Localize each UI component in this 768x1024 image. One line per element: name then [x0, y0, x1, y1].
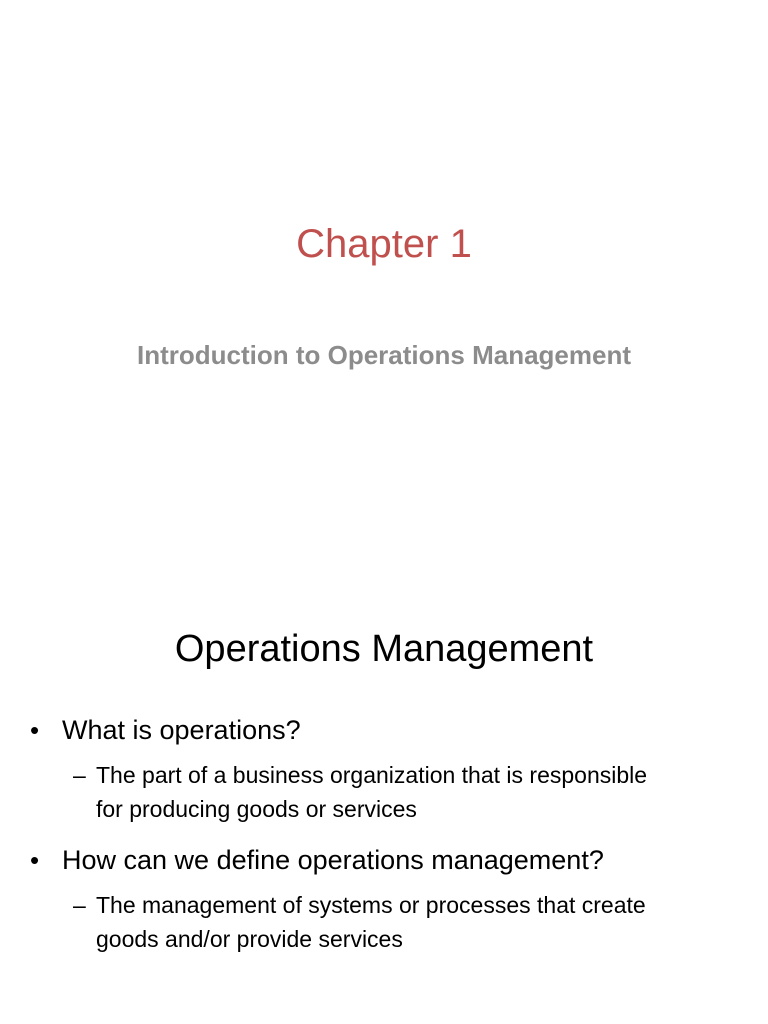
slide-subtitle: Introduction to Operations Management — [136, 340, 631, 370]
bullet-text: What is operations? — [62, 715, 301, 745]
bullet-item — [30, 712, 301, 748]
bullet-marker: • — [30, 715, 40, 745]
content-slide-title: Operations Management — [174, 628, 594, 670]
sub-bullet-item — [73, 888, 676, 956]
sub-bullet-text: The part of a business organization that is responsible for producing goods or services — [96, 762, 648, 822]
content-slide — [0, 512, 768, 1024]
sub-bullet-marker: – — [73, 762, 86, 788]
bullet-item — [30, 842, 604, 878]
bullet-list — [0, 512, 768, 1024]
sub-bullet-marker: – — [73, 892, 86, 918]
bullet-marker: • — [30, 845, 40, 875]
sub-bullet-item — [73, 758, 676, 826]
sub-bullet-text: The management of systems or processes that create goods and/or provide services — [96, 892, 646, 952]
slide-title: Chapter 1 — [296, 222, 472, 266]
bullet-text: How can we define operations management? — [62, 845, 604, 875]
